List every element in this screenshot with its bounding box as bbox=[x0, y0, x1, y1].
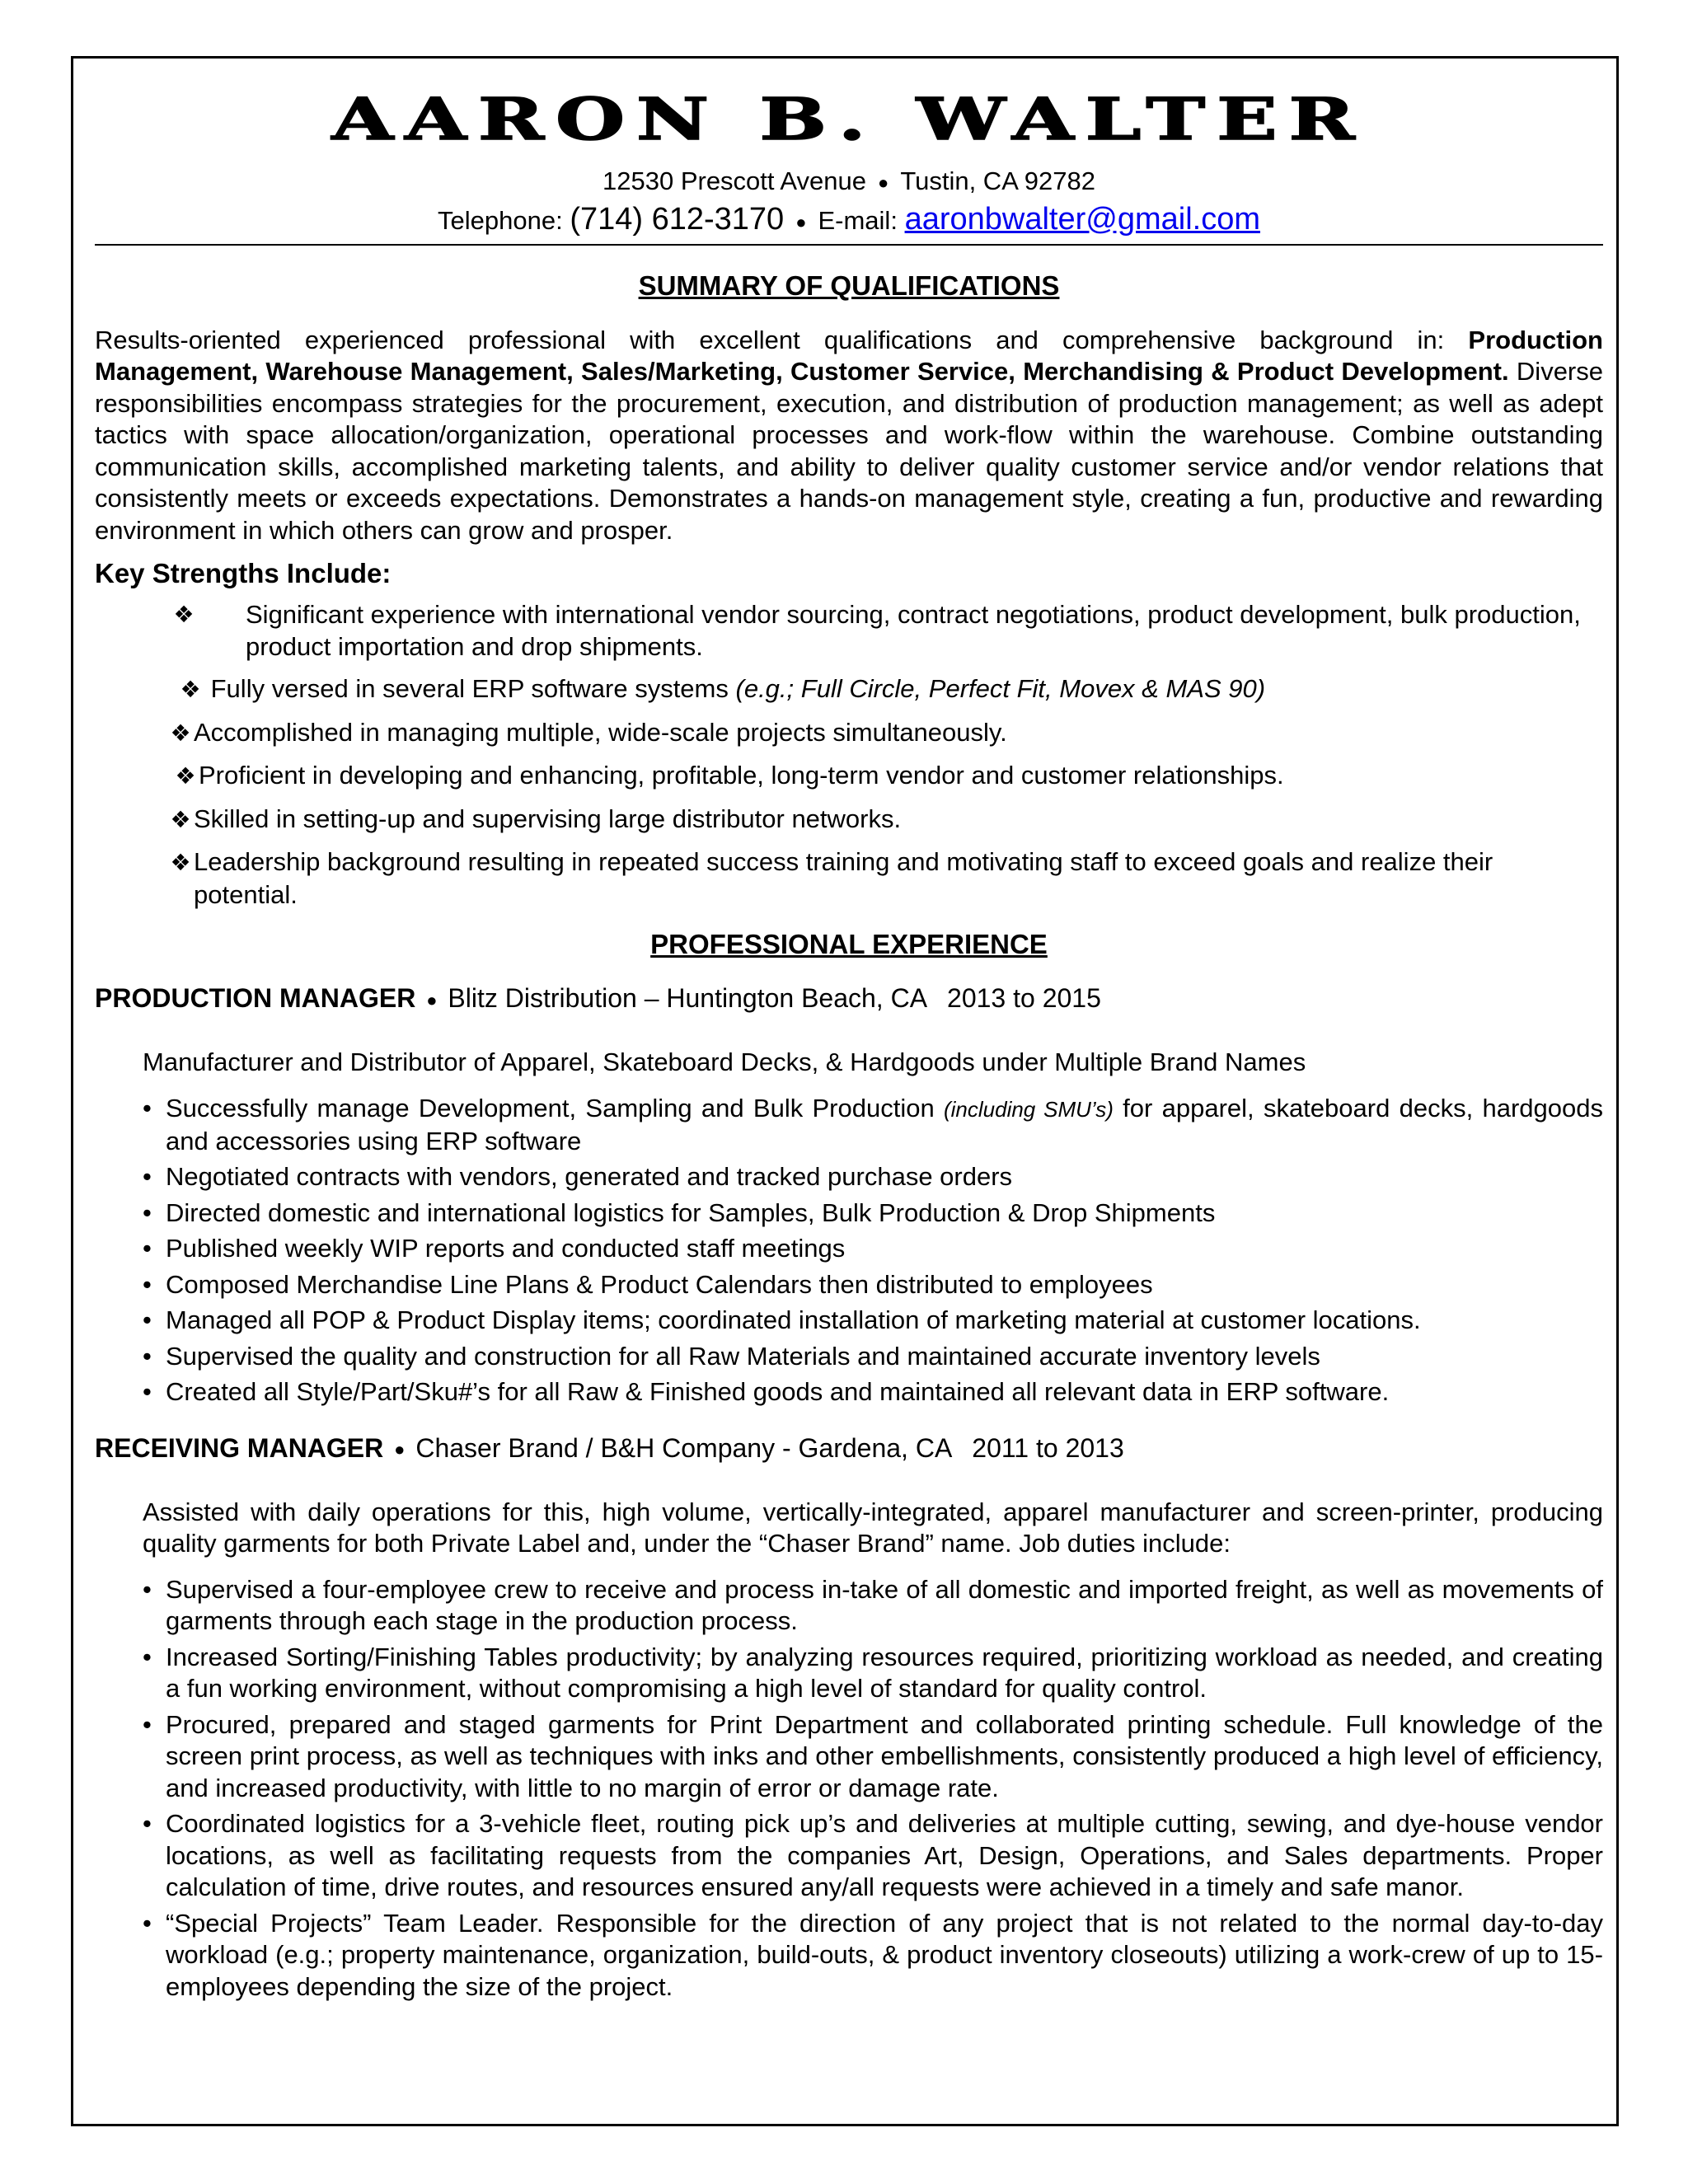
strength-text: Proficient in developing and enhancing, profitable, long-term vendor and customer relationships. bbox=[199, 761, 1284, 790]
bullet-text: for apparel, skateboard decks, hardgoods and accessories using ERP software bbox=[166, 1094, 1603, 1155]
summary-intro: Results-oriented experienced professional with excellent qualifications and comprehensive background in: bbox=[95, 325, 1469, 354]
job-dates: 2011 to 2013 bbox=[972, 1432, 1124, 1463]
email-link[interactable]: aaronbwalter@gmail.com bbox=[904, 201, 1260, 237]
list-item: • Managed all POP & Product Display items; coordinated installation of marketing material at customer locations. bbox=[143, 1305, 1603, 1337]
resume-document bbox=[95, 82, 1603, 2027]
list-item: • Directed domestic and international logistics for Samples, Bulk Production & Drop Shipments bbox=[143, 1197, 1603, 1230]
list-item: • Published weekly WIP reports and conducted staff meetings bbox=[143, 1233, 1603, 1265]
list-item: • Negotiated contracts with vendors, generated and tracked purchase orders bbox=[143, 1161, 1603, 1193]
job-bullets bbox=[143, 1574, 1603, 2004]
job-dates: 2013 to 2015 bbox=[947, 983, 1101, 1014]
bullet-separator-icon: ● bbox=[795, 211, 807, 232]
strength-text: Fully versed in several ERP software systems bbox=[210, 674, 736, 704]
header-divider bbox=[95, 244, 1603, 246]
job-company: Chaser Brand / B&H Company - Gardena, CA bbox=[415, 1432, 953, 1463]
strength-text: Leadership background resulting in repeated success training and motivating staff to exceed goals and realize their potential. bbox=[194, 847, 1493, 909]
list-item: • Coordinated logistics for a 3-vehicle fleet, routing pick up’s and deliveries at multiple cutting, sewing, and dye-house vendor locations, as well as facilitating requests from the companies Art, Design, Operations, and Sales departments. Proper calculation of time, drive routes, and resources ensured any/all requests were achieved in a timely and safe manor. bbox=[143, 1808, 1603, 1904]
street-address: 12530 Prescott Avenue bbox=[603, 166, 867, 195]
bullet-note: (including SMU’s) bbox=[943, 1097, 1114, 1122]
list-item bbox=[95, 599, 1603, 663]
job-bullets bbox=[143, 1093, 1603, 1408]
job-title-line bbox=[95, 1433, 1603, 1464]
list-item bbox=[95, 760, 1603, 793]
list-item bbox=[95, 673, 1603, 706]
job-company: Blitz Distribution – Huntington Beach, CA bbox=[448, 983, 928, 1014]
job-title-line bbox=[95, 983, 1603, 1014]
diamond-bullet-icon: ❖ bbox=[170, 719, 191, 746]
list-item: • Procured, prepared and staged garments for Print Department and collaborated printing schedule. Full knowledge of the screen print process, as well as techniques with inks and other embellishments, consistently produced a high level of efficiency, and increased productivity, with little to no margin of error or damage rate. bbox=[143, 1709, 1603, 1805]
phone-email-line bbox=[95, 201, 1603, 241]
list-item bbox=[95, 717, 1603, 750]
erp-examples: (e.g.; Full Circle, Perfect Fit, Movex & MAS 90) bbox=[735, 674, 1266, 704]
phone-number: (714) 612-3170 bbox=[570, 201, 785, 237]
list-item: • Created all Style/Part/Sku#’s for all Raw & Finished goods and maintained all relevant data in ERP software. bbox=[143, 1376, 1603, 1408]
summary-paragraph bbox=[95, 325, 1603, 547]
job-role: PRODUCTION MANAGER bbox=[95, 983, 416, 1014]
phone-label: Telephone: bbox=[438, 205, 563, 235]
bullet-separator-icon: ● bbox=[878, 171, 889, 193]
list-item: • Increased Sorting/Finishing Tables productivity; by analyzing resources required, prioritizing workload as needed, and creating a fun working environment, without compromising a high level of standard for quality control. bbox=[143, 1642, 1603, 1705]
strength-text: Significant experience with international vendor sourcing, contract negotiations, product development, bulk production, product importation and drop shipments. bbox=[246, 600, 1581, 661]
candidate-name: AARON B. WALTER bbox=[331, 85, 1367, 153]
list-item: • “Special Projects” Team Leader. Responsible for the direction of any project that is not related to the normal day-to-day workload (e.g.; property maintenance, organization, build-outs, & product inventory closeouts) utilizing a work-crew of up to 15-employees depending the size of the project. bbox=[143, 1908, 1603, 2004]
experience-heading: PROFESSIONAL EXPERIENCE bbox=[650, 929, 1048, 960]
list-item bbox=[143, 1093, 1603, 1157]
bullet-separator-icon: ● bbox=[426, 989, 438, 1010]
list-item: • Composed Merchandise Line Plans & Product Calendars then distributed to employees bbox=[143, 1269, 1603, 1301]
job-role: RECEIVING MANAGER bbox=[95, 1432, 384, 1463]
job-description: Assisted with daily operations for this, high volume, vertically-integrated, apparel manufacturer and screen-printer, producing quality garments for both Private Label and, under the “Chaser Brand” name. Job duties include: bbox=[143, 1497, 1603, 1558]
diamond-bullet-icon: ❖ bbox=[180, 677, 201, 703]
list-item: • Supervised the quality and construction for all Raw Materials and maintained accurate inventory levels bbox=[143, 1341, 1603, 1373]
address-line bbox=[95, 163, 1603, 201]
strength-text: Accomplished in managing multiple, wide-scale projects simultaneously. bbox=[194, 717, 1007, 747]
bullet-text: Successfully manage Development, Sampling and Bulk Production bbox=[166, 1094, 944, 1123]
key-strengths-heading: Key Strengths Include: bbox=[95, 558, 392, 589]
email-label: E-mail: bbox=[818, 205, 898, 235]
strength-text: Skilled in setting-up and supervising large distributor networks. bbox=[194, 804, 902, 833]
summary-body: Diverse responsibilities encompass strategies for the procurement, execution, and distribution of production management; as well as adept tactics with space allocation/organization, operational processes and work-flow within the warehouse. Combine outstanding communication skills, accomplished marketing talents, and ability to deliver quality customer service and/or vendor relations that consistently meets or exceeds expectations. Demonstrates a hands-on management style, creating a fun, productive and rewarding environment in which others can grow and prosper. bbox=[95, 357, 1604, 545]
summary-areas: Production Management, Warehouse Management, Sales/Marketing, Customer Service, Merchandising & Product Development. bbox=[95, 325, 1603, 387]
diamond-bullet-icon: ❖ bbox=[173, 602, 195, 628]
diamond-bullet-icon: ❖ bbox=[170, 806, 191, 832]
key-strengths-list bbox=[95, 599, 1603, 911]
city-state-zip: Tustin, CA 92782 bbox=[900, 166, 1095, 195]
list-item bbox=[95, 804, 1603, 837]
diamond-bullet-icon: ❖ bbox=[175, 763, 196, 790]
job-description: Manufacturer and Distributor of Apparel, Skateboard Decks, & Hardgoods under Multiple Brand Names bbox=[143, 1047, 1306, 1077]
list-item: • Supervised a four-employee crew to receive and process in-take of all domestic and imported freight, as well as movements of garments through each stage in the production process. bbox=[143, 1574, 1603, 1638]
list-item bbox=[95, 846, 1603, 911]
summary-heading: SUMMARY OF QUALIFICATIONS bbox=[638, 269, 1060, 301]
diamond-bullet-icon: ❖ bbox=[170, 850, 191, 876]
bullet-separator-icon: ● bbox=[394, 1439, 406, 1460]
